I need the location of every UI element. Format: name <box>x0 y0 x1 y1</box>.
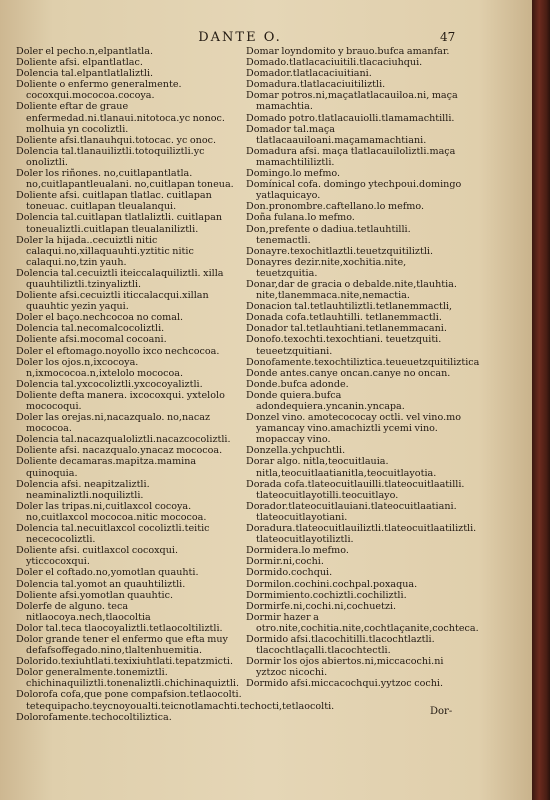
dictionary-entry: Dorada cofa.tlateocuitlauilli.tlateocuitlaatilli. tlateocuitlayotilli.teocuitlayo. <box>246 478 465 501</box>
dictionary-entry: Don,prefente o dadiua.tetlauhtilli. tenemactli. <box>246 223 411 246</box>
dictionary-entry: Doliente afsi. cuitlapan tlatlac. cuitlapan toneuac. cuitlapan tleualanqui. <box>16 190 212 213</box>
dictionary-entry: Dormir hazer a otro.nite,cochitia.nite,cochtlaçanite,cochteca. <box>246 611 479 634</box>
dictionary-entry: Doler los ojos.n,ixcocoya. n,ixmococoa.n,ixtelolo mococoa. <box>16 356 184 379</box>
dictionary-entry: Dolencia tal.nacazqualoliztli.nacazcocoliztli. <box>16 434 231 446</box>
dictionary-entry: Dolencia tal.cuitlapan tlatlaliztli. cuitlapan toneualiztli.cuitlapan tleualaniliztli. <box>16 212 223 235</box>
dictionary-entry: Doliente afsi. elpantlatlac. <box>16 57 143 69</box>
dictionary-entry: Dormido afsi.miccacochqui.yytzoc cochi. <box>246 678 444 690</box>
dictionary-entry: Doliente afsi.tlanauhqui.totocac. yc onoc. <box>16 134 217 146</box>
dictionary-entry: Donayres dezir.nite,xochitia.nite, teuetzquitia. <box>246 256 407 279</box>
book-binding-edge <box>532 0 550 800</box>
dictionary-entry: Domador.tlatlacaciuitiani. <box>246 68 372 80</box>
dictionary-entry: Doliente decamaras.mapitza.mamina quinoquia. <box>16 456 197 479</box>
dictionary-entry: Dolencia afsi. neapitzaliztli. neaminaliztli.noquiliztli. <box>16 478 150 501</box>
dictionary-entry: Doler las tripas.ni,cuitlaxcol cocoya. no,cuitlaxcol mococoa.nitic mococoa. <box>16 500 207 523</box>
dictionary-entry: Donacion tal.tetlauhtiliztli.tetlanemmactli, <box>246 301 453 313</box>
dictionary-entry: Doliente o enfermo generalmente. cocoxqui.mococoa.cocoya. <box>16 79 182 102</box>
dictionary-entry: Dorar algo. nitla,teocuitlauia. nitla,teocuitlaatianitla,teocuitlayotia. <box>246 456 437 479</box>
dictionary-entry: Dormir.ni,cochi. <box>246 556 324 568</box>
right-column <box>246 46 480 690</box>
dictionary-entry: Dolor tal.teca tlaocoyaliztli.tetlaocoltiliztli. <box>16 622 223 634</box>
dictionary-entry: Dormilon.cochini.cochpal.poxaqua. <box>246 578 418 590</box>
dictionary-entry: Dolencia tal.elpantlatlaliztli. <box>16 68 154 80</box>
dictionary-entry: Dolencia tal.yxcocoliztli.yxcocoyaliztli. <box>16 378 203 390</box>
dictionary-entry: Dormido.cochqui. <box>246 567 333 579</box>
dictionary-entry: Donde antes.canye oncan.canye no oncan. <box>246 367 451 379</box>
dictionary-entry: Dolencia tal.necomalcocoliztli. <box>16 323 165 335</box>
dictionary-entry: Dolor generalmente.tonemiztli. chichinaquiliztli.tonenaliztli.chichinaquiztli. <box>16 667 240 690</box>
dictionary-entry: Doler el eftomago.noyollo ixco nechcocoa. <box>16 345 220 357</box>
dictionary-entry: Dormidera.lo mefmo. <box>246 545 349 557</box>
dictionary-entry: Donador tal.tetlauhtiani.tetlanemmacani. <box>246 323 447 335</box>
dictionary-entry: Doliente eftar de graue enfermedad.ni.tlanaui.nitotoca.yc nonoc. molhuia yn cocoliztli. <box>16 101 225 135</box>
running-head: DANTE O. <box>198 30 282 45</box>
dictionary-entry: Donzella.ychpuchtli. <box>246 445 346 457</box>
dictionary-entry: Domadura.tlatlacaciuitiliztli. <box>246 79 386 91</box>
dictionary-entry: Dolorofamente.techocoltiliztica. <box>16 711 172 723</box>
dictionary-entry: Dolencia tal.necuitlaxcol cocoliztli.teitic nececocoliztli. <box>16 523 210 546</box>
dictionary-entry: Donofo.texochti.texochtiani. teuetzquiti. teueetzquitiani. <box>246 334 442 357</box>
dictionary-entry: Domador tal.maça tlatlacaauiloani.maçamamachtiani. <box>246 123 427 146</box>
dictionary-entry: Don.pronombre.caftellano.lo mefmo. <box>246 201 425 213</box>
dictionary-entry: Dolor grande tener el enfermo que efta muy defafsoffegado.nino,tlaltenhuemitia. <box>16 633 228 657</box>
dictionary-entry: Dolorido.texiuhtlati.texixiuhtlati.tepatzmicti. <box>16 656 234 668</box>
dictionary-entry: Domínical cofa. domingo ytechpoui.domingo yatlaquicayo. <box>246 179 462 202</box>
dictionary-entry: Dolencia tal.cecuiztli iteiccalaquiliztli. xilla quauhtiliztli.tzinyaliztli. <box>16 267 224 290</box>
dictionary-entry: Doliente afsi. cuitlaxcol cocoxqui. yticcocoxqui. <box>16 545 178 568</box>
dictionary-entry: Donada cofa.tetlauhtilli. tetlanemmactli. <box>246 312 442 324</box>
dictionary-entry: Doliente afsi.yomotlan quauhtic. <box>16 589 174 601</box>
dictionary-entry: Doña fulana.lo mefmo. <box>246 212 355 224</box>
dictionary-entry: Donzel vino. amotecococay octli. vel vino.mo yamancay vino.amachiztli ycemi vino. mopaccay vino. <box>246 412 462 446</box>
dictionary-entry: Donayre.texochitlaztli.teuetzquitiliztli. <box>246 245 434 257</box>
dictionary-entry: Donde.bufca adonde. <box>246 378 349 390</box>
dictionary-entry: Dolerfe de alguno. teca nitlaocoya.nech,tlaocoltia <box>16 600 151 623</box>
dictionary-entry: Dormirfe.ni,cochi.ni,cochuetzi. <box>246 600 397 612</box>
dictionary-entry: Doler el pecho.n,elpantlatla. <box>16 46 154 57</box>
dictionary-entry: Doliente afsi. nacazqualo.ynacaz mococoa. <box>16 445 223 457</box>
dictionary-entry: Doler la hijada..cecuiztli nitic calaqui.no,xillaquauhti.yztitic nitic calaqui.no,tzin yauh. <box>16 234 194 268</box>
dictionary-entry: Domar loyndomito y brauo.bufca amanfar. <box>246 46 450 57</box>
dictionary-entry: Doler el baço.nechcocoa no comal. <box>16 312 184 324</box>
dictionary-entry: Domar potros.ni,maçatlatlacauiloa.ni, maça mamachtia. <box>246 90 458 113</box>
dictionary-entry: Donde quiera.bufca adondequiera.yncanin.yncapa. <box>246 389 405 412</box>
folio-number: 47 <box>440 30 456 44</box>
dictionary-entry: Dormimiento.cochiztli.cochiliztli. <box>246 589 407 601</box>
dictionary-entry: Doradura.tlateocuitlauiliztli.tlateocuitlaatiliztli. tlateocuitlayotiliztli. <box>246 523 477 546</box>
dictionary-entry: Donar,dar de gracia o debalde.nite,tlauhtia. nite,tlanemmaca.nite,nemactia. <box>246 278 457 302</box>
dictionary-entry: Dolorofa cofa,que pone compafsion.tetlaocolti. tetequipacho.teycnoyoualti.teicnotlamachti.techocti,tetlaocolti. <box>16 689 335 712</box>
catchword: Dor- <box>430 706 453 717</box>
dictionary-entry: Dormir los ojos abiertos.ni,miccacochi.ni yztzoc nicochi. <box>246 656 444 679</box>
dictionary-entry: Doler los riñones. no,cuitlapantlatla. no,cuitlapantleualani. no,cuitlapan toneua. <box>16 168 234 191</box>
dictionary-entry: Doliente afsi.mocomal cocoani. <box>16 334 167 346</box>
dictionary-entry: Dormido afsi.tlacochitilli.tlacochtlaztli. tlacochtlaçalli.tlacochtectli. <box>246 633 435 657</box>
dictionary-entry: Domado potro.tlatlacauiolli.tlamamachtilli. <box>246 112 455 124</box>
dictionary-entry: Dolencia tal.tlanauiliztli.totoquiliztli.yc onoliztli. <box>16 145 205 168</box>
dictionary-entry: Dorador.tlateocuitlauiani.tlateocuitlaatiani. tlateocuitlayotiani. <box>246 500 457 523</box>
dictionary-entry: Domadura afsi. maça tlatlacauiloliztli.maça mamachtililiztli. <box>246 145 456 168</box>
dictionary-entry: Doler el coftado.no,yomotlan quauhti. <box>16 567 199 579</box>
dictionary-entry: Domingo.lo mefmo. <box>246 168 341 180</box>
dictionary-entry: Donofamente.texochtiliztica.teueuetzquitiliztica <box>246 356 480 368</box>
dictionary-entry: Doler las orejas.ni,nacazqualo. no,nacaz mococoa. <box>16 412 211 435</box>
dictionary-entry: Doliente defta manera. ixcocoxqui. yxtelolo mococoqui. <box>16 389 225 412</box>
dictionary-entry: Dolencia tal.yomot an quauhtiliztli. <box>16 578 186 590</box>
dictionary-entry: Domado.tlatlacaciuitili.tlacaciuhqui. <box>246 57 423 69</box>
dictionary-entry: Doliente afsi.cecuiztli iticcalacqui.xillan quauhtic yezin yaqui. <box>16 290 209 313</box>
